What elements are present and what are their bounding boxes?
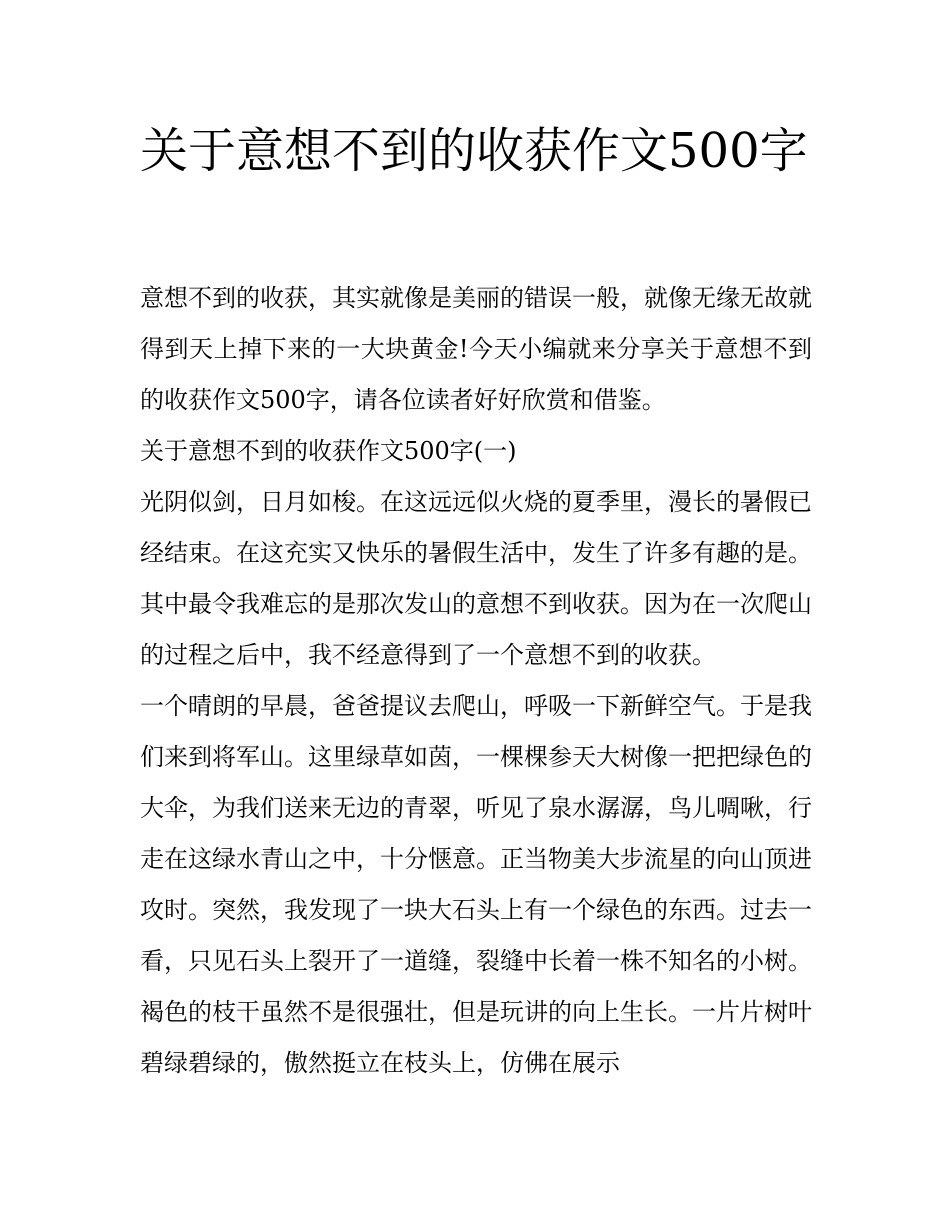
body-paragraph: 一个晴朗的早晨，爸爸提议去爬山，呼吸一下新鲜空气。于是我们来到将军山。这里绿草如茵，一棵棵参天大树像一把把绿色的大伞，为我们送来无边的青翠，听见了泉水潺潺，鸟儿啁啾，行走在这绿水青山之中，十分惬意。正当物美大步流星的向山顶进攻时。突然，我发现了一块大石头上有一个绿色的东西。过去一看，只见石头上裂开了一道缝，裂缝中长着一株不知名的小树。褐色的枝干虽然不是很强壮，但是玩讲的向上生长。一片片树叶碧绿碧绿的，傲然挺立在枝头上，仿佛在展示 [140,692,812,1077]
body-paragraph: 光阴似剑，日月如梭。在这远远似火烧的夏季里，漫长的暑假已经结束。在这充实又快乐的暑假生活中，发生了许多有趣的是。其中最令我难忘的是那次发山的意想不到收获。因为在一次爬山的过程之后中，我不经意得到了一个意想不到的收获。 [140,488,812,669]
intro-paragraph: 意想不到的收获，其实就像是美丽的错误一般，就像无缘无故就得到天上掉下来的一大块黄金!今天小编就来分享关于意想不到的收获作文500字，请各位读者好好欣赏和借鉴。 [140,284,812,414]
document-body [140,273,812,1089]
section-heading: 关于意想不到的收获作文500字(一) [140,437,517,465]
document-title: 关于意想不到的收获作文500字 [140,123,808,179]
